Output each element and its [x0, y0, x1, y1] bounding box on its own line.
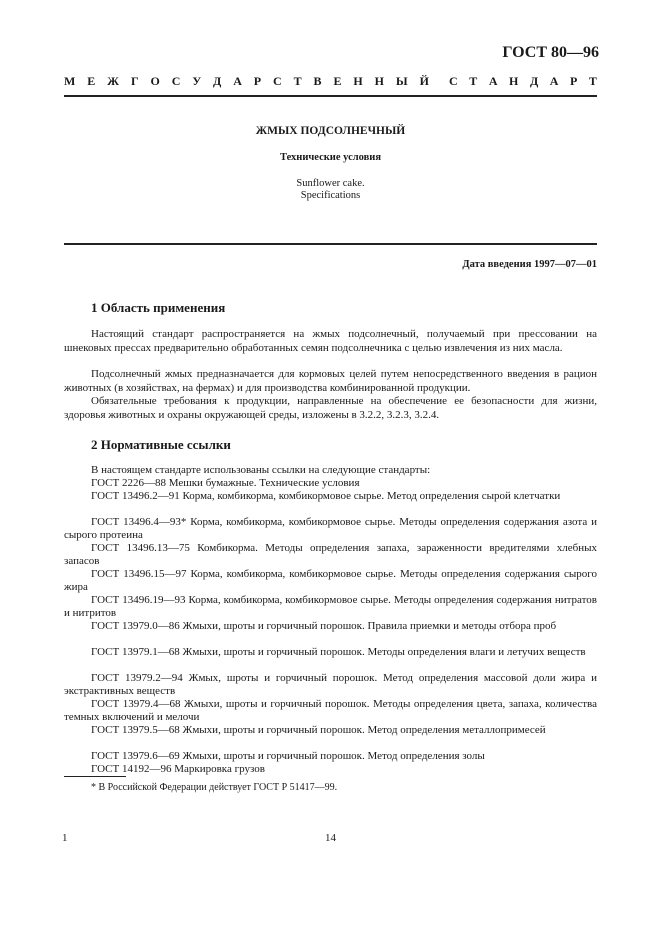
reference-item: ГОСТ 13979.2—94 Жмых, шроты и горчичный порошок. Метод определения массовой доли жира и экстрактивных веществ [64, 672, 597, 698]
reference-item: ГОСТ 13496.13—75 Комбикорма. Методы определения запаха, зараженности вредителями хлебных запасов [64, 542, 597, 568]
footer-left-mark: 1 [62, 832, 68, 844]
banner-word-standard [449, 74, 597, 89]
banner-letter: Р [570, 74, 578, 88]
section-2-heading: 2 Нормативные ссылки [91, 437, 231, 452]
banner-letter: У [192, 74, 202, 88]
reference-item: ГОСТ 14192—96 Маркировка грузов [91, 763, 265, 775]
footnote-rule [64, 776, 126, 777]
banner-letter: А [549, 74, 559, 88]
banner-letter: А [488, 74, 498, 88]
banner-letter: Г [130, 74, 139, 88]
banner-letter: Й [419, 74, 429, 88]
reference-item: ГОСТ 13496.4—93* Корма, комбикорма, комбикормовое сырье. Методы определения содержания азота и сырого протеина [64, 516, 597, 542]
section-1-paragraph: Настоящий стандарт распространяется на жмых подсолнечный, получаемый при прессовании на шнековых прессах предварительно обработанных семян подсолнечника с целью извлечения из них масла. [64, 328, 597, 354]
top-rule [64, 95, 597, 97]
references-lead: В настоящем стандарте использованы ссылки на следующие стандарты: [91, 464, 431, 476]
banner-letter: Т [293, 74, 302, 88]
banner-letter: Д [213, 74, 222, 88]
banner-letter: Н [509, 74, 519, 88]
document-title: ЖМЫХ ПОДСОЛНЕЧНЫЙ [255, 125, 406, 137]
banner-letter: Н [353, 74, 363, 88]
banner-letter: С [273, 74, 282, 88]
reference-item: ГОСТ 13496.2—91 Корма, комбикорма, комбикормовое сырье. Метод определения сырой клетчатки [91, 490, 561, 502]
standard-banner [64, 74, 597, 89]
banner-letter: Д [529, 74, 539, 88]
introduction-date: Дата введения 1997—07—01 [462, 259, 597, 270]
banner-letter: Е [333, 74, 342, 88]
reference-item: ГОСТ 13496.15—97 Корма, комбикорма, комбикормовое сырье. Методы определения содержания сырого жира [64, 568, 597, 594]
reference-item: ГОСТ 13979.4—68 Жмыхи, шроты и горчичный порошок. Методы определения цвета, запаха, количества темных включений и мелочи [64, 698, 597, 724]
document-code: ГОСТ 80—96 [502, 44, 599, 61]
banner-letter: Т [469, 74, 478, 88]
section-1-paragraph: Подсолнечный жмых предназначается для кормовых целей путем непосредственного введения в рацион животных (в хозяйствах, на фермах) и для производства комбинированной продукции. [64, 368, 597, 394]
page-number: 14 [325, 832, 336, 844]
reference-item: ГОСТ 13979.0—86 Жмыхи, шроты и горчичный порошок. Правила приемки и методы отбора проб [91, 620, 557, 632]
section-1-paragraph: Обязательные требования к продукции, направленные на обеспечение ее безопасности для жизни, здоровья животных и охраны окружающей среды, изложены в 3.2.2, 3.2.3, 3.2.4. [64, 395, 597, 421]
banner-letter: М [64, 74, 76, 88]
english-title [0, 178, 661, 202]
banner-letter: О [150, 74, 160, 88]
banner-word-interstate [64, 74, 429, 89]
banner-letter: А [233, 74, 242, 88]
banner-letter: С [449, 74, 458, 88]
banner-letter: Ж [107, 74, 120, 88]
banner-letter: Е [87, 74, 96, 88]
banner-letter: Т [588, 74, 597, 88]
english-title-line-2: Specifications [300, 190, 361, 201]
banner-letter: Ы [395, 74, 408, 88]
document-subtitle: Технические условия [279, 152, 382, 163]
banner-letter: Н [374, 74, 384, 88]
banner-letter: В [313, 74, 322, 88]
banner-letter: Р [253, 74, 262, 88]
reference-item: ГОСТ 13979.6—69 Жмыхи, шроты и горчичный порошок. Метод определения золы [91, 750, 485, 762]
reference-item: ГОСТ 13496.19—93 Корма, комбикорма, комбикормовое сырье. Методы определения содержания нитратов и нитритов [64, 594, 597, 620]
reference-item: ГОСТ 2226—88 Мешки бумажные. Технические условия [91, 477, 360, 489]
reference-item: ГОСТ 13979.1—68 Жмыхи, шроты и горчичный порошок. Методы определения влаги и летучих веществ [91, 646, 586, 658]
banner-letter: С [171, 74, 181, 88]
english-title-line-1: Sunflower cake. [296, 178, 365, 189]
footnote: * В Российской Федерации действует ГОСТ Р 51417—99. [91, 782, 338, 793]
reference-item: ГОСТ 13979.5—68 Жмыхи, шроты и горчичный порошок. Метод определения металлопримесей [91, 724, 546, 736]
section-1-heading: 1 Область применения [91, 300, 226, 315]
middle-rule [64, 243, 597, 245]
